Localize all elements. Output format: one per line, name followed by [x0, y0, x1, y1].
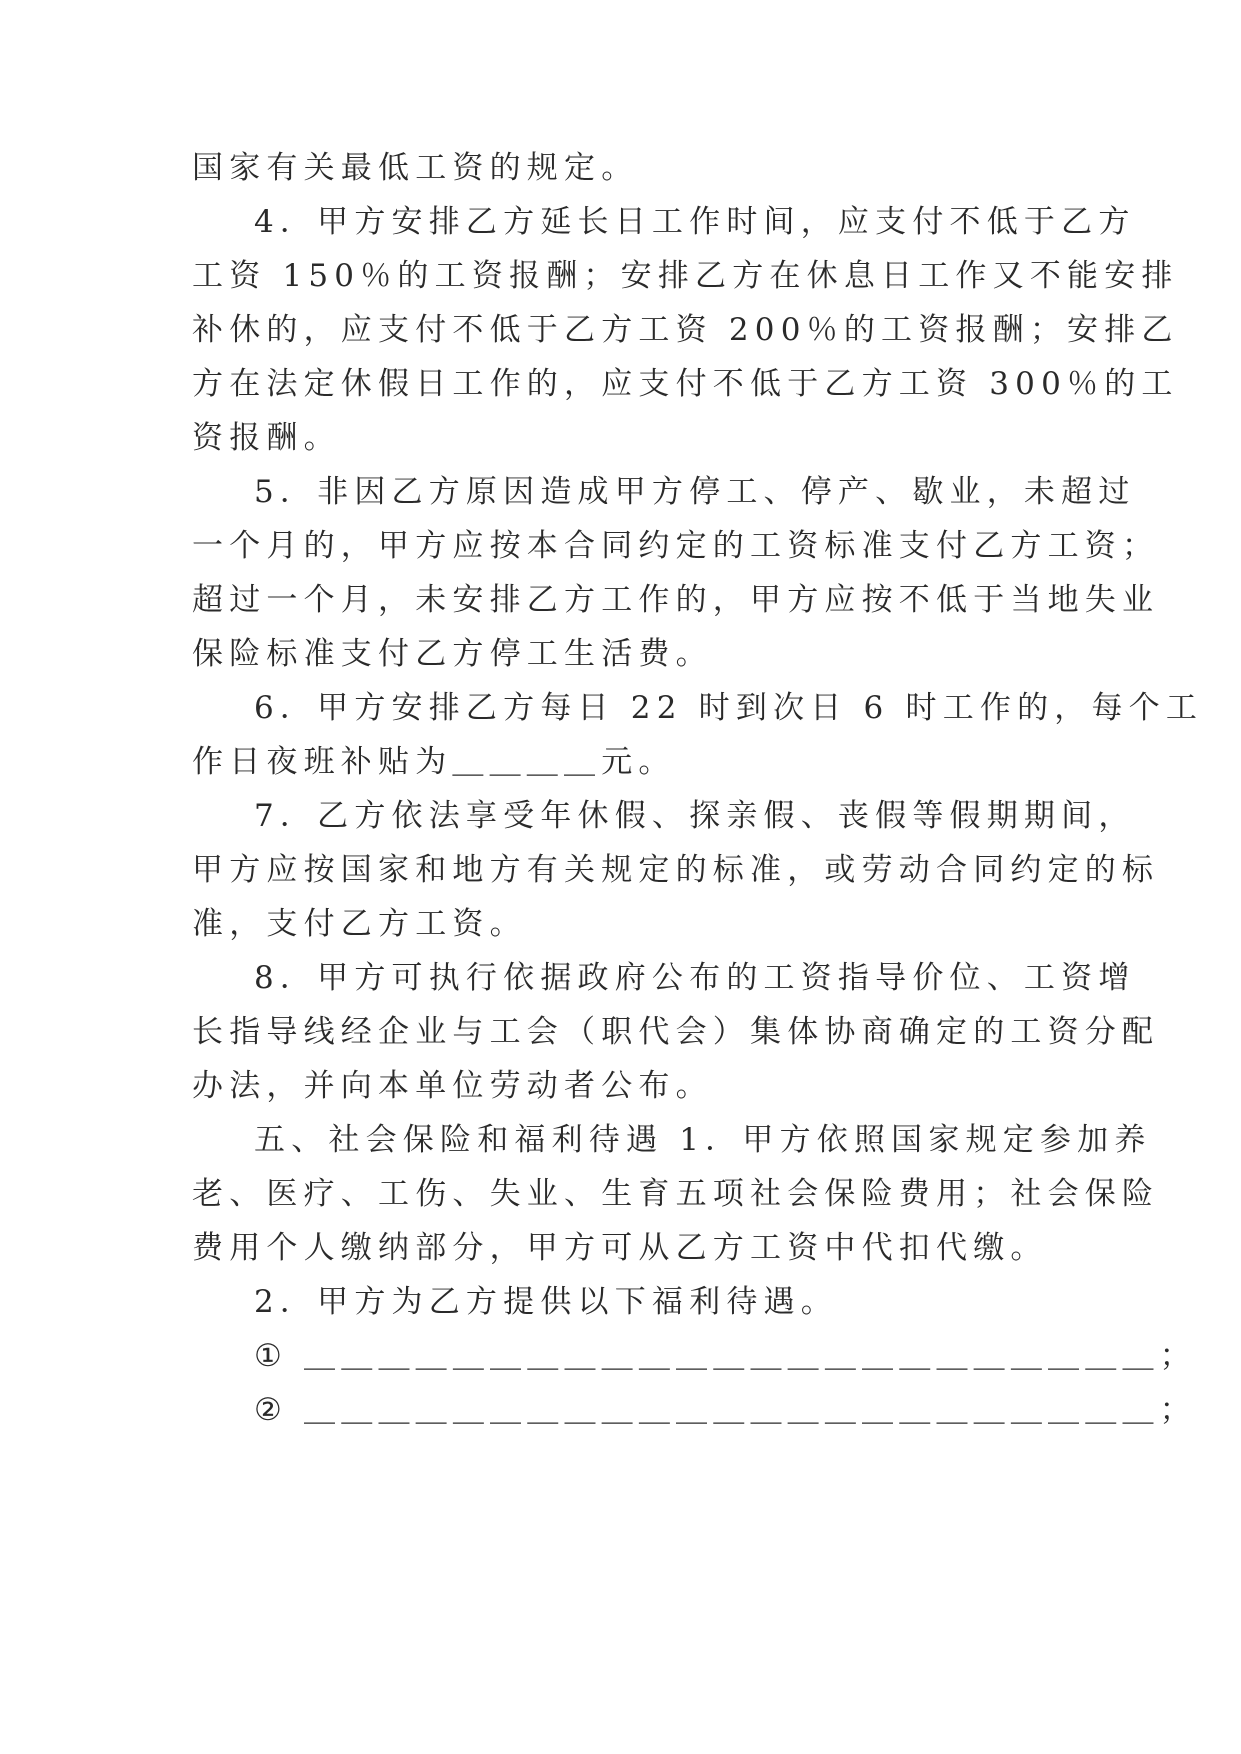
clause-7-line-2: 甲方应按国家和地方有关规定的标准，或劳动合同约定的标 — [192, 852, 1160, 888]
clause-5-line-2: 一个月的，甲方应按本合同约定的工资标准支付乙方工资； — [192, 528, 1160, 564]
benefit-item-1: ① ＿＿＿＿＿＿＿＿＿＿＿＿＿＿＿＿＿＿＿＿＿＿＿； — [254, 1338, 1197, 1374]
clause-8-line-2: 长指导线经企业与工会（职代会）集体协商确定的工资分配 — [192, 1014, 1160, 1050]
clause-4-line-3: 补休的，应支付不低于乙方工资 200％的工资报酬；安排乙 — [192, 312, 1179, 348]
clause-4-line-2: 工资 150％的工资报酬；安排乙方在休息日工作又不能安排 — [192, 258, 1179, 294]
clause-7-line-3: 准，支付乙方工资。 — [192, 906, 527, 942]
clause-4-line-5: 资报酬。 — [192, 420, 341, 456]
clause-6-line-2: 作日夜班补贴为＿＿＿＿元。 — [192, 744, 676, 780]
text-line-1: 国家有关最低工资的规定。 — [192, 150, 639, 186]
clause-4-line-1: 4．甲方安排乙方延长日工作时间，应支付不低于乙方 — [254, 204, 1136, 240]
clause-5-line-1: 5．非因乙方原因造成甲方停工、停产、歇业，未超过 — [254, 474, 1136, 510]
section-5-line-2: 老、医疗、工伤、失业、生育五项社会保险费用；社会保险 — [192, 1176, 1160, 1212]
clause-6-line-1: 6．甲方安排乙方每日 22 时到次日 6 时工作的，每个工 — [254, 690, 1204, 726]
section-5-heading-line-1: 五、社会保险和福利待遇 1．甲方依照国家规定参加养 — [254, 1122, 1152, 1158]
clause-8-line-3: 办法，并向本单位劳动者公布。 — [192, 1068, 713, 1104]
section-5-line-3: 费用个人缴纳部分，甲方可从乙方工资中代扣代缴。 — [192, 1230, 1048, 1266]
benefit-item-2: ② ＿＿＿＿＿＿＿＿＿＿＿＿＿＿＿＿＿＿＿＿＿＿＿； — [254, 1392, 1197, 1428]
clause-5-line-4: 保险标准支付乙方停工生活费。 — [192, 636, 713, 672]
clause-5-line-3: 超过一个月，未安排乙方工作的，甲方应按不低于当地失业 — [192, 582, 1160, 618]
clause-4-line-4: 方在法定休假日工作的，应支付不低于乙方工资 300％的工 — [192, 366, 1179, 402]
clause-7-line-1: 7．乙方依法享受年休假、探亲假、丧假等假期期间， — [254, 798, 1136, 834]
benefits-intro-line: 2．甲方为乙方提供以下福利待遇。 — [254, 1284, 838, 1320]
clause-8-line-1: 8．甲方可执行依据政府公布的工资指导价位、工资增 — [254, 960, 1136, 996]
